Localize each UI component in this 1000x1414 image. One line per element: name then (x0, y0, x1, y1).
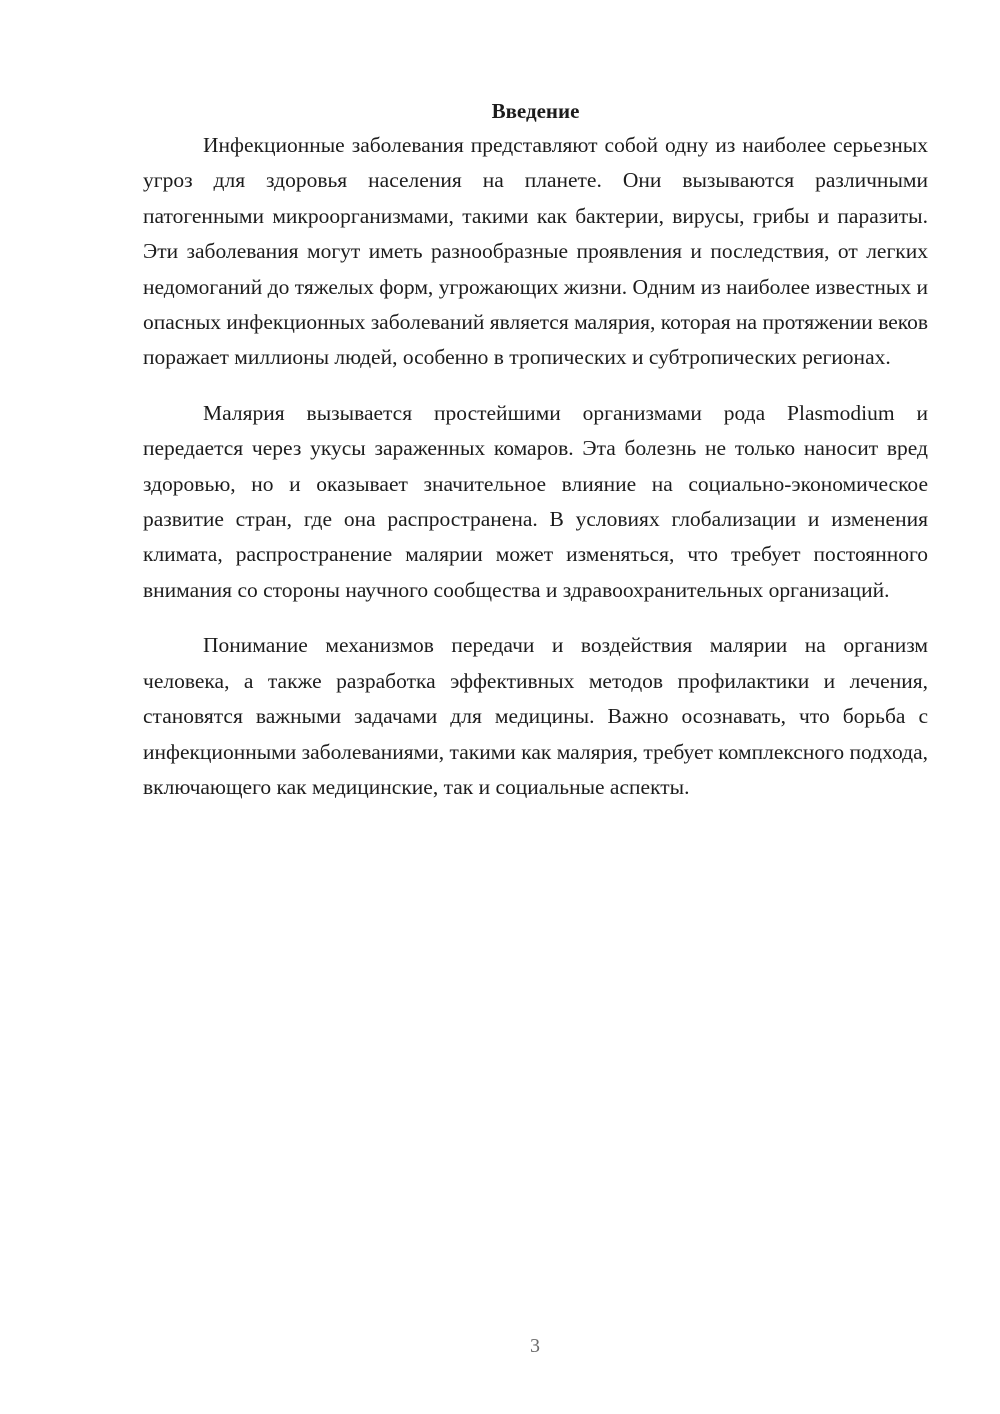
page-number: 3 (530, 1335, 540, 1357)
document-body (143, 96, 928, 805)
paragraph-malaria-cause: Малярия вызывается простейшими организмами рода Plasmodium и передается через укусы зараженных комаров. Эта болезнь не только наносит вред здоровью, но и оказывает значительное влияние на социально-экономическое развитие стран, где она распространена. В условиях глобализации и изменения климата, распространение малярии может изменяться, что требует постоянного внимания со стороны научного сообщества и здравоохранительных организаций. (143, 400, 928, 602)
section-heading: Введение (491, 99, 580, 123)
paragraph-understanding: Понимание механизмов передачи и воздействия малярии на организм человека, а также разработка эффективных методов профилактики и лечения, становятся важными задачами для медицины. Важно осознавать, что борьба с инфекционными заболеваниями, такими как малярия, требует комплексного подхода, включающего как медицинские, так и социальные аспекты. (143, 633, 928, 799)
paragraph-intro: Инфекционные заболевания представляют собой одну из наиболее серьезных угроз для здоровья населения на планете. Они вызываются различными патогенными микроорганизмами, такими как бактерии, вирусы, грибы и паразиты. Эти заболевания могут иметь разнообразные проявления и последствия, от легких недомоганий до тяжелых форм, угрожающих жизни. Одним из наиболее известных и опасных инфекционных заболеваний является малярия, которая на протяжении веков поражает миллионы людей, особенно в тропических и субтропических регионах. (143, 133, 929, 370)
